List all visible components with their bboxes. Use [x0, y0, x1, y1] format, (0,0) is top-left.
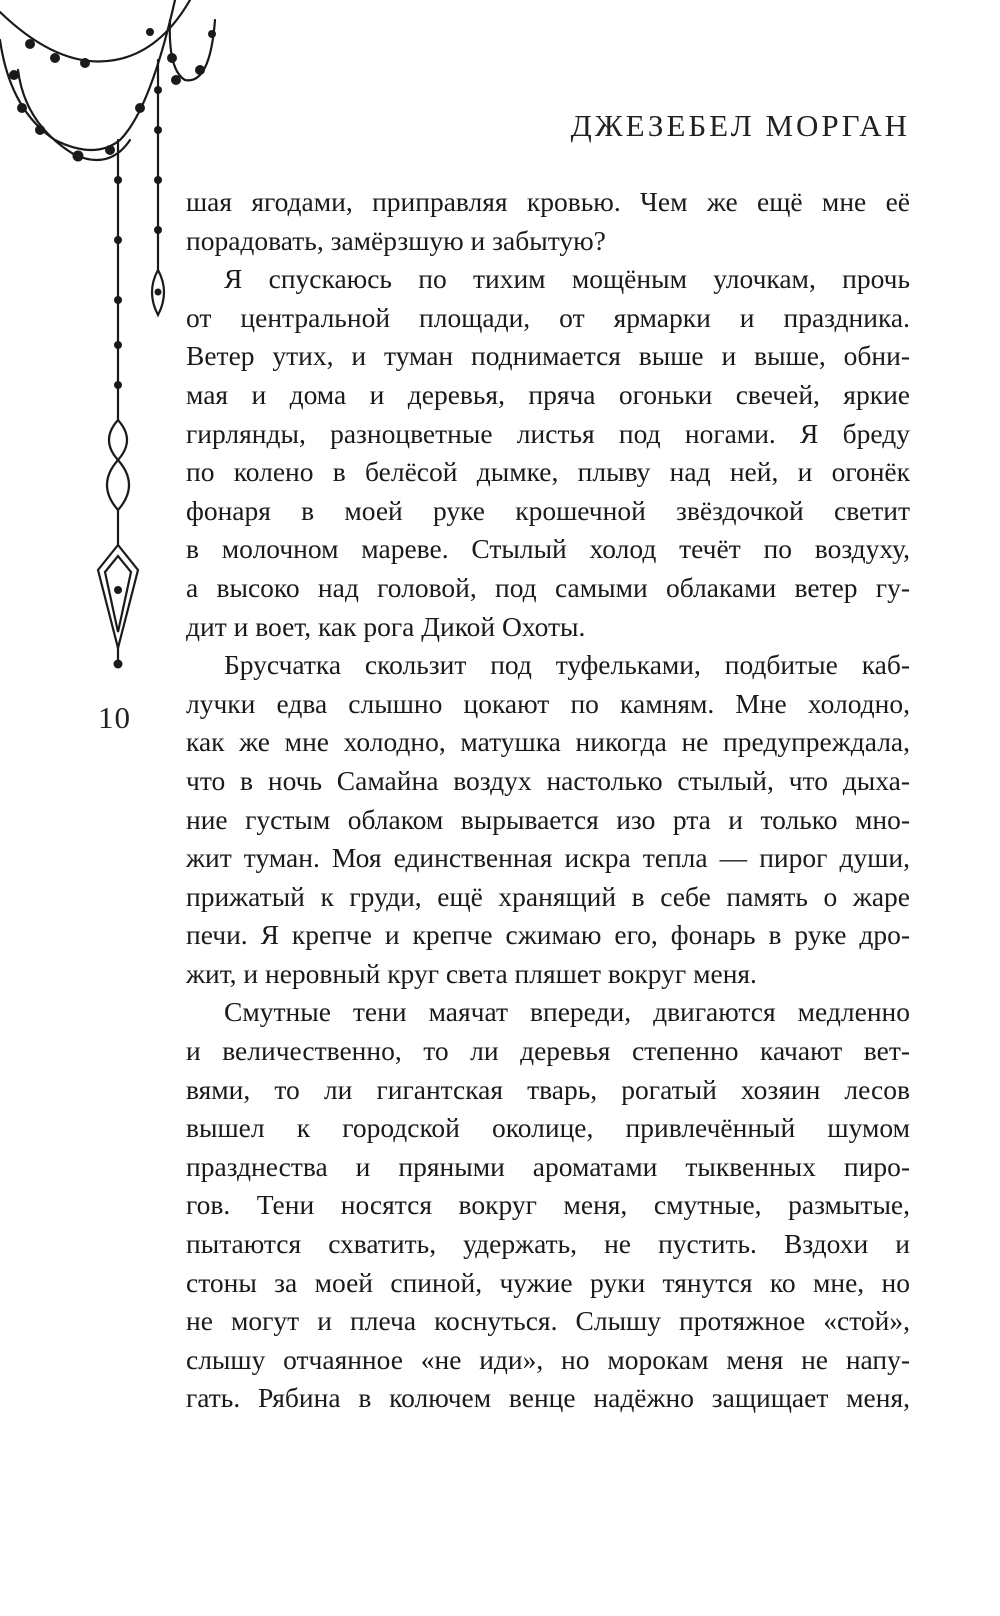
text-line: пытаются схватить, удержать, не пустить. Вздохи и	[186, 1228, 910, 1260]
text-line: стоны за моей спиной, чужие руки тянутся ко мне, но	[186, 1266, 910, 1298]
text-line: гов. Тени носятся вокруг меня, смутные, размытые,	[186, 1189, 910, 1221]
text-line: по колено в белёсой дымке, плыву над ней, и огонёк	[186, 456, 910, 488]
text-line: гирлянды, разноцветные листья под ногами. Я бреду	[186, 417, 910, 449]
paragraph-3	[186, 646, 910, 993]
text-line: Я спускаюсь по тихим мощёным улочкам, прочь	[224, 263, 910, 295]
running-head-author: ДЖЕЗЕБЕЛ МОРГАН	[570, 108, 910, 143]
text-line: шая ягодами, приправляя кровью. Чем же ещё мне её	[186, 186, 910, 217]
text-line: Ветер утих, и туман поднимается выше и выше, обни-	[186, 340, 910, 372]
text-line: вышел к городской околице, привлечённый шумом	[186, 1112, 910, 1144]
text-line: прижатый к груди, ещё хранящий в себе память о жаре	[186, 880, 910, 912]
text-line: и величественно, то ли деревья степенно качают вет-	[186, 1035, 910, 1067]
text-line: празднества и пряными ароматами тыквенных пиро-	[186, 1150, 910, 1182]
text-line: как же мне холодно, матушка никогда не предупреждала,	[186, 726, 910, 758]
text-line: вями, то ли гигантская тварь, рогатый хозяин лесов	[186, 1073, 910, 1105]
text-line: фонаря в моей руке крошечной звёздочкой светит	[186, 494, 910, 526]
text-line: жит туман. Моя единственная искра тепла — пирог души,	[186, 842, 910, 874]
paragraph-2	[186, 260, 910, 646]
text-line: ние густым облаком вырывается изо рта и только мно-	[186, 803, 910, 835]
text-line: Брусчатка скользит под туфельками, подбитые каб-	[224, 649, 910, 681]
text-line: гать. Рябина в колючем венце надёжно защищает меня,	[186, 1382, 910, 1414]
text-line: не могут и плеча коснуться. Слышу протяжное «стой»,	[186, 1305, 910, 1337]
text-line: печи. Я крепче и крепче сжимаю его, фонарь в руке дро-	[186, 919, 910, 951]
text-line: что в ночь Самайна воздух настолько стылый, что дыха-	[186, 764, 910, 796]
text-line: порадовать, замёрзшую и забытую?	[186, 224, 606, 256]
page-number: 10	[98, 700, 131, 735]
text-line: жит, и неровный круг света пляшет вокруг меня.	[186, 957, 757, 989]
text-line: мая и дома и деревья, пряча огоньки свечей, яркие	[186, 378, 910, 410]
text-line: Смутные тени маячат впереди, двигаются медленно	[224, 996, 910, 1028]
text-line: лучки едва слышно цокают по камням. Мне холодно,	[186, 687, 910, 719]
body-text	[186, 183, 910, 1418]
paragraph-4	[186, 993, 910, 1418]
text-line: слышу отчаянное «не иди», но морокам меня не напу-	[186, 1343, 910, 1375]
text-line: дит и воет, как рога Дикой Охоты.	[186, 610, 586, 642]
text-line: от центральной площади, от ярмарки и праздника.	[186, 301, 910, 333]
text-line: а высоко над головой, под самыми облаками ветер гу-	[186, 571, 910, 603]
text-line: в молочном мареве. Стылый холод течёт по воздуху,	[186, 533, 910, 565]
paragraph-1	[186, 183, 910, 260]
